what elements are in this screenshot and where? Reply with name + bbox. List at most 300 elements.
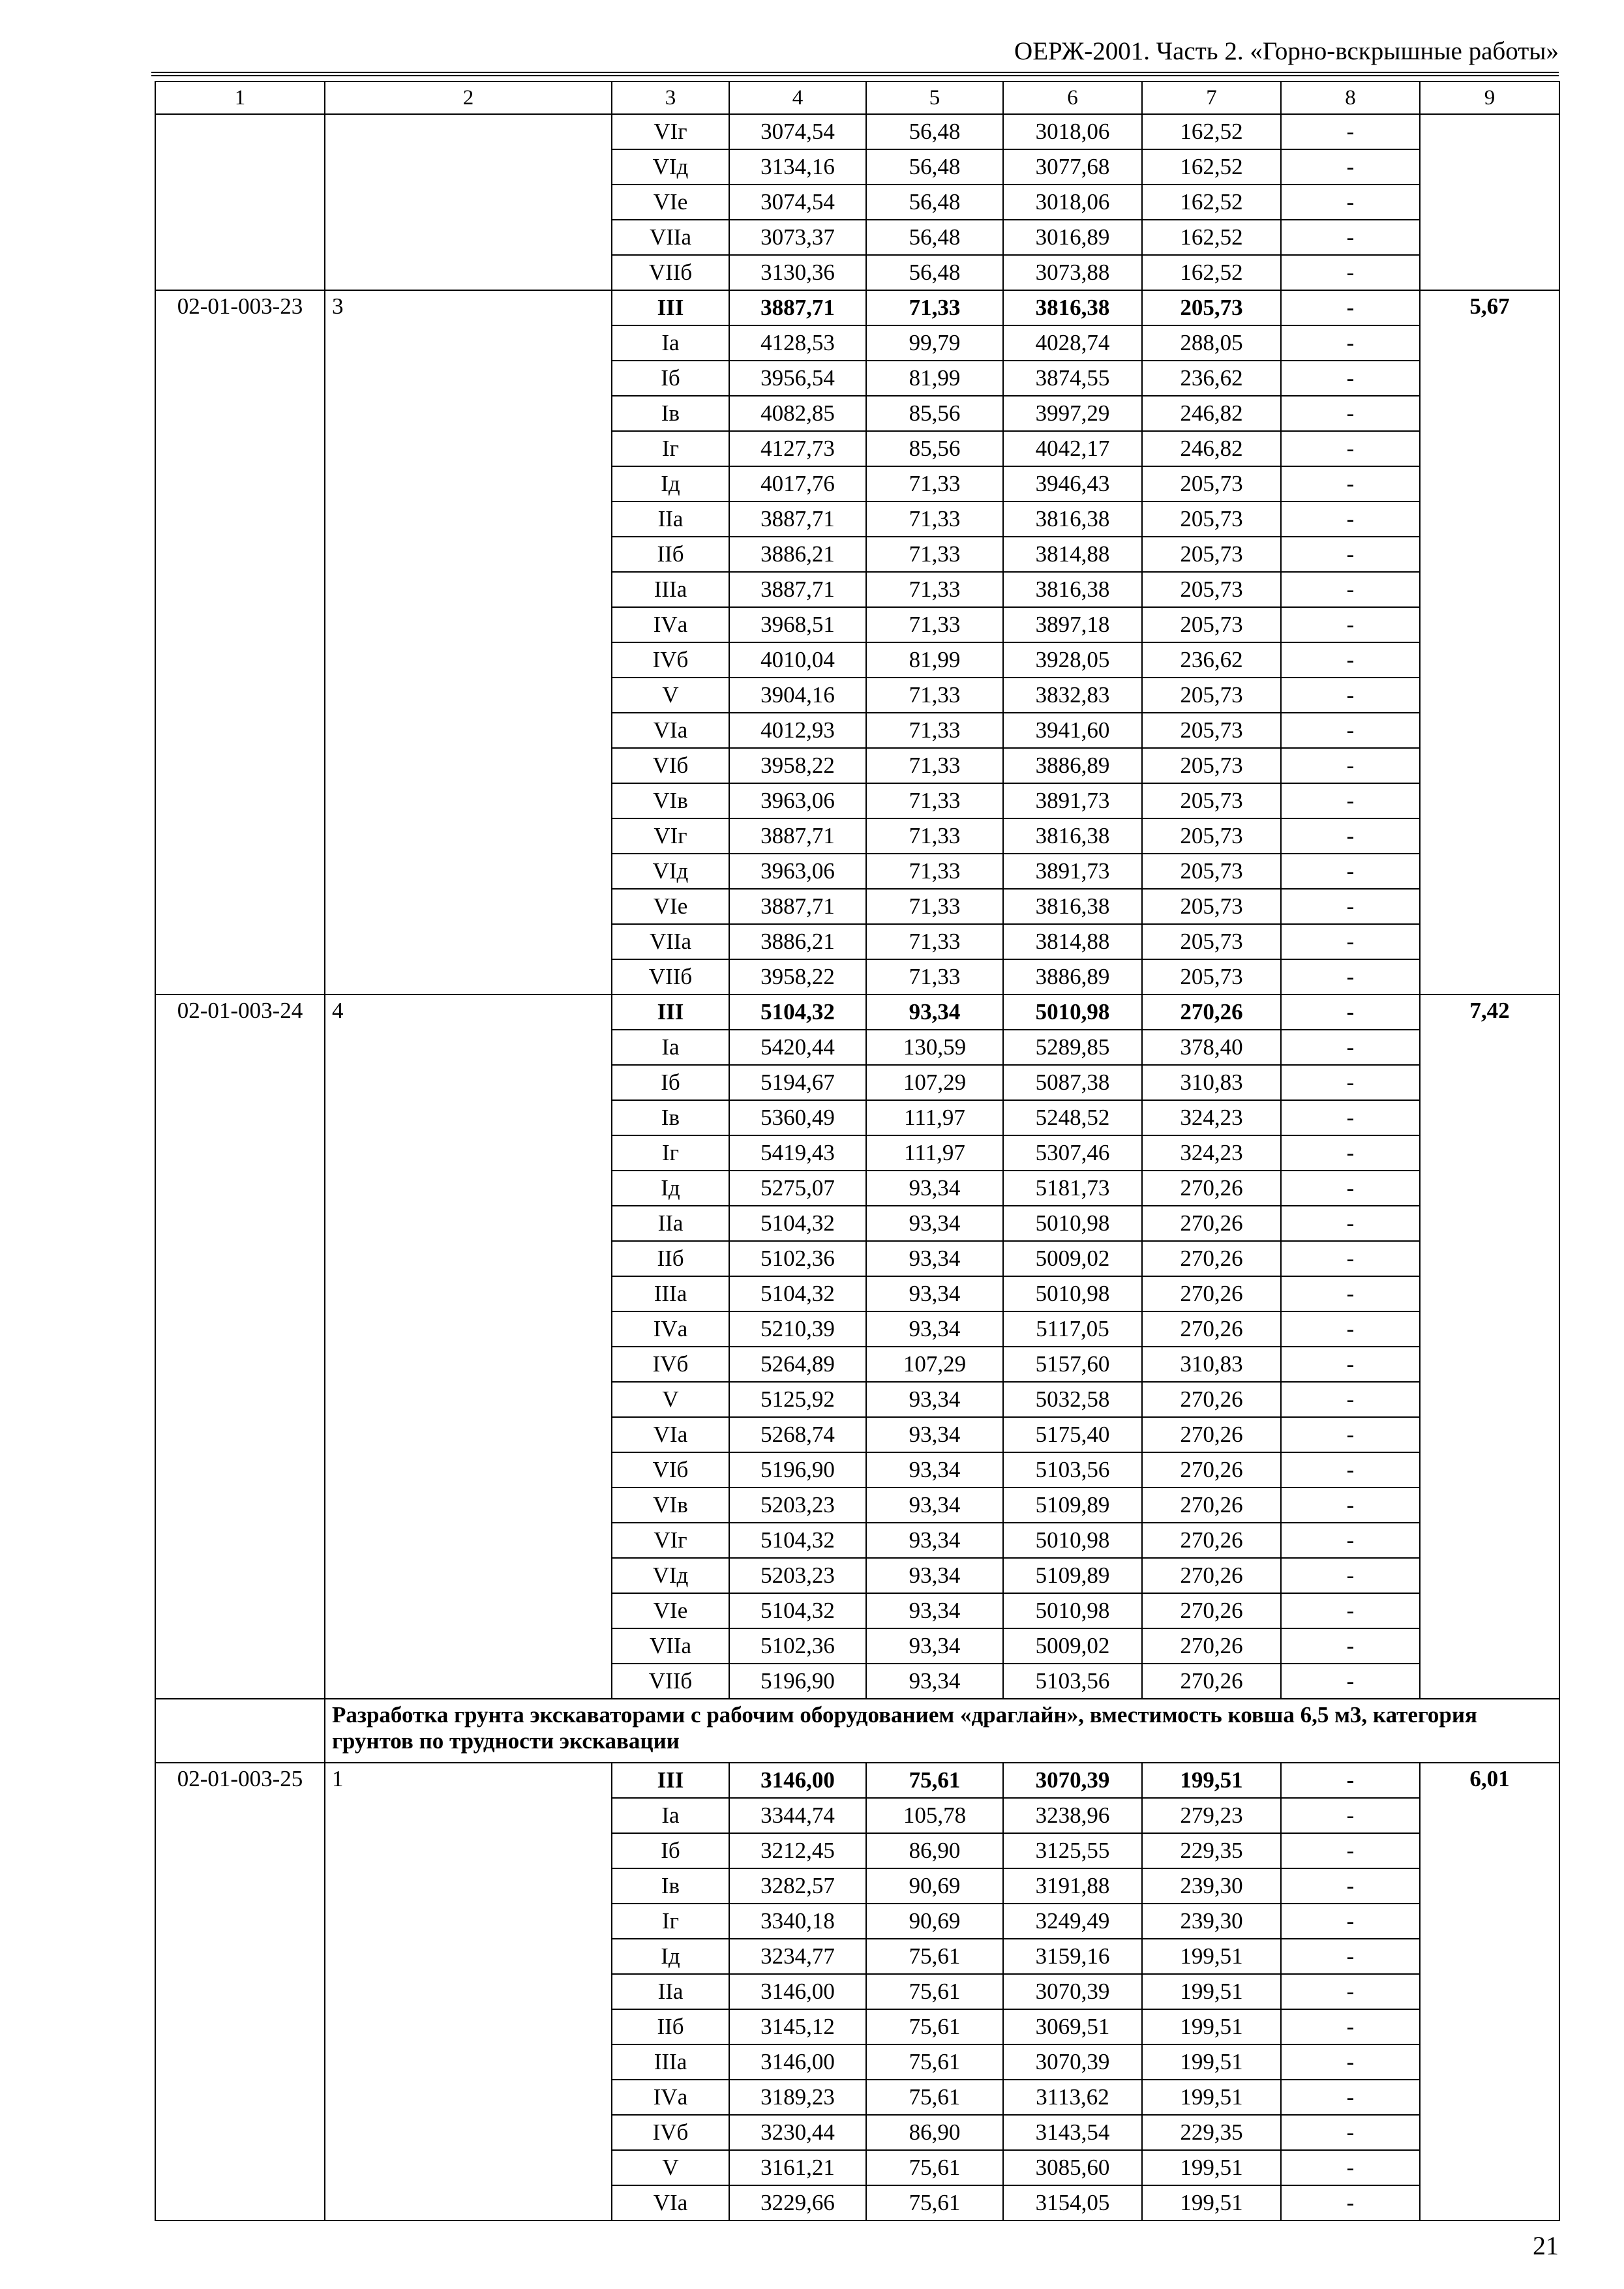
table-cell: - — [1281, 2044, 1420, 2080]
table-cell: - — [1281, 1868, 1420, 1904]
table-cell: 236,62 — [1142, 642, 1281, 678]
table-cell: 3340,18 — [729, 1904, 866, 1939]
table-cell: 4010,04 — [729, 642, 866, 678]
table-cell: 199,51 — [1142, 1974, 1281, 2009]
table-cell: - — [1281, 854, 1420, 889]
table-cell: 3946,43 — [1003, 466, 1142, 501]
table-cell: 3016,89 — [1003, 220, 1142, 255]
table-cell: 3234,77 — [729, 1939, 866, 1974]
table-cell: 229,35 — [1142, 1833, 1281, 1868]
table-cell: - — [1281, 1171, 1420, 1206]
table-cell: 5009,02 — [1003, 1241, 1142, 1276]
table-cell: 3887,71 — [729, 889, 866, 924]
table-cell: 3070,39 — [1003, 1974, 1142, 2009]
table-cell: 86,90 — [866, 2115, 1003, 2150]
table-cell: - — [1281, 713, 1420, 748]
table-cell: 86,90 — [866, 1833, 1003, 1868]
column-header: 3 — [612, 82, 729, 114]
table-cell: - — [1281, 1135, 1420, 1171]
soil-category-cell: Iд — [612, 1939, 729, 1974]
table-cell: 3282,57 — [729, 1868, 866, 1904]
table-cell: - — [1281, 361, 1420, 396]
soil-category-cell: Iв — [612, 1868, 729, 1904]
soil-category-cell: VIа — [612, 2185, 729, 2221]
table-cell: 93,34 — [866, 1593, 1003, 1628]
labor-cost-cell — [1420, 114, 1559, 290]
table-cell: 3249,49 — [1003, 1904, 1142, 1939]
table-cell: 75,61 — [866, 1974, 1003, 2009]
column-header: 1 — [155, 82, 325, 114]
soil-category-cell: Iв — [612, 1100, 729, 1135]
table-cell: 71,33 — [866, 818, 1003, 854]
column-header: 6 — [1003, 82, 1142, 114]
table-cell: 205,73 — [1142, 572, 1281, 607]
table-cell: 56,48 — [866, 149, 1003, 185]
table-cell: 3816,38 — [1003, 889, 1142, 924]
table-cell: 5104,32 — [729, 1276, 866, 1311]
table-cell: - — [1281, 114, 1420, 149]
table-cell: 56,48 — [866, 185, 1003, 220]
table-cell: 81,99 — [866, 361, 1003, 396]
table-cell: 199,51 — [1142, 2185, 1281, 2221]
table-cell: 93,34 — [866, 1523, 1003, 1558]
soil-category-cell: VIд — [612, 854, 729, 889]
table-cell: 205,73 — [1142, 818, 1281, 854]
table-cell: - — [1281, 1904, 1420, 1939]
table-cell: - — [1281, 466, 1420, 501]
soil-category-cell: Iд — [612, 466, 729, 501]
rate-code — [155, 114, 325, 290]
table-cell: - — [1281, 396, 1420, 431]
table-cell: 71,33 — [866, 537, 1003, 572]
table-cell: 5109,89 — [1003, 1488, 1142, 1523]
table-cell: 162,52 — [1142, 114, 1281, 149]
table-cell: - — [1281, 1833, 1420, 1868]
table-cell: 5104,32 — [729, 1206, 866, 1241]
table-cell: 3887,71 — [729, 818, 866, 854]
table-cell: 75,61 — [866, 1939, 1003, 1974]
table-cell: 270,26 — [1142, 1523, 1281, 1558]
column-header: 5 — [866, 82, 1003, 114]
table-cell: 93,34 — [866, 1206, 1003, 1241]
table-cell: 5307,46 — [1003, 1135, 1142, 1171]
table-cell: 71,33 — [866, 959, 1003, 995]
table-cell: - — [1281, 1382, 1420, 1417]
table-cell: 4012,93 — [729, 713, 866, 748]
soil-category-cell: Iб — [612, 1065, 729, 1100]
table-cell: 5104,32 — [729, 1523, 866, 1558]
table-cell: 246,82 — [1142, 396, 1281, 431]
table-cell: 5104,32 — [729, 995, 866, 1030]
soil-category-cell: VIб — [612, 748, 729, 783]
table-cell: 3077,68 — [1003, 149, 1142, 185]
table-cell: 236,62 — [1142, 361, 1281, 396]
soil-category-cell: IIб — [612, 2009, 729, 2044]
table-cell: 5102,36 — [729, 1241, 866, 1276]
soil-category-cell: VIIа — [612, 1628, 729, 1664]
table-cell: 205,73 — [1142, 607, 1281, 642]
table-cell: - — [1281, 537, 1420, 572]
table-cell: 5157,60 — [1003, 1347, 1142, 1382]
table-cell: - — [1281, 1311, 1420, 1347]
table-cell: 324,23 — [1142, 1100, 1281, 1135]
soil-category-cell: VIIа — [612, 220, 729, 255]
table-cell: 270,26 — [1142, 1171, 1281, 1206]
page-header-title: ОЕРЖ-2001. Часть 2. «Горно-вскрышные работы» — [1014, 37, 1559, 65]
table-cell: 270,26 — [1142, 1417, 1281, 1452]
soil-category-cell: Iг — [612, 1135, 729, 1171]
table-cell: 90,69 — [866, 1904, 1003, 1939]
table-cell: - — [1281, 2185, 1420, 2221]
soil-category-cell: VIIб — [612, 1664, 729, 1699]
table-cell: 90,69 — [866, 1868, 1003, 1904]
table-cell: 3928,05 — [1003, 642, 1142, 678]
table-cell: 5087,38 — [1003, 1065, 1142, 1100]
table-cell: 3814,88 — [1003, 924, 1142, 959]
table-cell: - — [1281, 431, 1420, 466]
table-cell: 3886,21 — [729, 924, 866, 959]
rates-table — [155, 81, 1560, 2221]
table-cell: 5194,67 — [729, 1065, 866, 1100]
rate-code: 02-01-003-23 — [155, 290, 325, 995]
table-cell: 3238,96 — [1003, 1798, 1142, 1833]
table-cell: 3891,73 — [1003, 854, 1142, 889]
table-cell: - — [1281, 2115, 1420, 2150]
soil-category-cell: IIIа — [612, 1276, 729, 1311]
table-cell: 270,26 — [1142, 1311, 1281, 1347]
table-cell: 162,52 — [1142, 220, 1281, 255]
table-cell: 3886,89 — [1003, 748, 1142, 783]
table-cell: 199,51 — [1142, 2080, 1281, 2115]
table-cell: 75,61 — [866, 1763, 1003, 1798]
table-cell: 3874,55 — [1003, 361, 1142, 396]
table-cell: 3997,29 — [1003, 396, 1142, 431]
table-cell: 205,73 — [1142, 748, 1281, 783]
table-row — [155, 114, 1559, 149]
table-cell: 71,33 — [866, 748, 1003, 783]
table-cell: 5264,89 — [729, 1347, 866, 1382]
table-cell: 3886,21 — [729, 537, 866, 572]
table-cell: - — [1281, 1974, 1420, 2009]
soil-category-cell: V — [612, 2150, 729, 2185]
table-cell: 3832,83 — [1003, 678, 1142, 713]
table-cell: - — [1281, 1939, 1420, 1974]
labor-cost-cell: 6,01 — [1420, 1763, 1559, 2221]
table-cell: 3146,00 — [729, 2044, 866, 2080]
table-cell: 5010,98 — [1003, 995, 1142, 1030]
table-cell: - — [1281, 1030, 1420, 1065]
table-cell: 5181,73 — [1003, 1171, 1142, 1206]
table-cell: 3212,45 — [729, 1833, 866, 1868]
table-cell: 3070,39 — [1003, 2044, 1142, 2080]
rate-code: 02-01-003-24 — [155, 995, 325, 1699]
table-cell: - — [1281, 255, 1420, 290]
table-cell: 71,33 — [866, 854, 1003, 889]
table-cell: 162,52 — [1142, 255, 1281, 290]
table-cell: 5419,43 — [729, 1135, 866, 1171]
table-cell: 3229,66 — [729, 2185, 866, 2221]
soil-category-cell: V — [612, 678, 729, 713]
table-cell: 3968,51 — [729, 607, 866, 642]
table-cell: 5125,92 — [729, 1382, 866, 1417]
table-cell: 3904,16 — [729, 678, 866, 713]
table-cell: 5175,40 — [1003, 1417, 1142, 1452]
soil-category-cell: V — [612, 1382, 729, 1417]
table-cell: - — [1281, 642, 1420, 678]
table-cell: 3887,71 — [729, 501, 866, 537]
column-header: 2 — [325, 82, 612, 114]
table-cell: 270,26 — [1142, 995, 1281, 1030]
table-cell: 5275,07 — [729, 1171, 866, 1206]
table-cell: 3891,73 — [1003, 783, 1142, 818]
table-cell: 199,51 — [1142, 2009, 1281, 2044]
table-cell: - — [1281, 1065, 1420, 1100]
soil-category-cell: VIIб — [612, 255, 729, 290]
labor-cost-cell: 5,67 — [1420, 290, 1559, 995]
table-cell: - — [1281, 1593, 1420, 1628]
table-cell: - — [1281, 501, 1420, 537]
table-cell: 3130,36 — [729, 255, 866, 290]
soil-category-cell: VIг — [612, 1523, 729, 1558]
table-cell: 162,52 — [1142, 149, 1281, 185]
table-cell: 3963,06 — [729, 854, 866, 889]
table-cell: 5103,56 — [1003, 1664, 1142, 1699]
table-cell: 5289,85 — [1003, 1030, 1142, 1065]
table-cell: - — [1281, 1763, 1420, 1798]
soil-category-cell: VIIб — [612, 959, 729, 995]
table-cell: 3073,37 — [729, 220, 866, 255]
table-row — [155, 1763, 1559, 1798]
table-cell: - — [1281, 2009, 1420, 2044]
table-cell: 3887,71 — [729, 572, 866, 607]
table-cell: 5117,05 — [1003, 1311, 1142, 1347]
table-cell: 71,33 — [866, 607, 1003, 642]
table-cell: 270,26 — [1142, 1593, 1281, 1628]
table-cell: 71,33 — [866, 466, 1003, 501]
table-cell: - — [1281, 1488, 1420, 1523]
table-cell: 279,23 — [1142, 1798, 1281, 1833]
table-cell: 5010,98 — [1003, 1276, 1142, 1311]
table-cell: 5203,23 — [729, 1558, 866, 1593]
table-cell: 270,26 — [1142, 1241, 1281, 1276]
table-cell: 3958,22 — [729, 748, 866, 783]
soil-category-cell: VIд — [612, 1558, 729, 1593]
table-cell: 4028,74 — [1003, 325, 1142, 361]
table-cell: 71,33 — [866, 501, 1003, 537]
table-cell: 3956,54 — [729, 361, 866, 396]
rate-variant-number: 4 — [325, 995, 612, 1699]
table-cell: 239,30 — [1142, 1868, 1281, 1904]
table-cell: 3958,22 — [729, 959, 866, 995]
table-cell: - — [1281, 607, 1420, 642]
table-cell: - — [1281, 1628, 1420, 1664]
section-title-row — [155, 1699, 1559, 1763]
table-cell: 3018,06 — [1003, 185, 1142, 220]
soil-category-cell: Iб — [612, 361, 729, 396]
column-header: 8 — [1281, 82, 1420, 114]
soil-category-cell: VIб — [612, 1452, 729, 1488]
table-cell: 199,51 — [1142, 2044, 1281, 2080]
soil-category-cell: Iг — [612, 1904, 729, 1939]
soil-category-cell: III — [612, 290, 729, 325]
table-cell: 205,73 — [1142, 959, 1281, 995]
table-cell: 4017,76 — [729, 466, 866, 501]
table-cell: 3073,88 — [1003, 255, 1142, 290]
table-cell: 107,29 — [866, 1347, 1003, 1382]
table-cell: 3143,54 — [1003, 2115, 1142, 2150]
table-cell: 93,34 — [866, 1558, 1003, 1593]
table-cell: - — [1281, 889, 1420, 924]
table-cell: 270,26 — [1142, 1276, 1281, 1311]
table-cell: 288,05 — [1142, 325, 1281, 361]
table-cell: 3887,71 — [729, 290, 866, 325]
table-cell: 107,29 — [866, 1065, 1003, 1100]
table-cell: 3816,38 — [1003, 501, 1142, 537]
soil-category-cell: IVб — [612, 642, 729, 678]
column-header: 4 — [729, 82, 866, 114]
table-cell: 130,59 — [866, 1030, 1003, 1065]
table-cell: 3897,18 — [1003, 607, 1142, 642]
table-cell: 93,34 — [866, 1488, 1003, 1523]
soil-category-cell: VIв — [612, 1488, 729, 1523]
rate-variant-number — [325, 114, 612, 290]
table-cell: 5010,98 — [1003, 1593, 1142, 1628]
table-cell: - — [1281, 748, 1420, 783]
soil-category-cell: IIа — [612, 501, 729, 537]
table-cell: 270,26 — [1142, 1628, 1281, 1664]
soil-category-cell: Iб — [612, 1833, 729, 1868]
table-cell: 5196,90 — [729, 1664, 866, 1699]
table-cell: 93,34 — [866, 1628, 1003, 1664]
soil-category-cell: IIIа — [612, 572, 729, 607]
soil-category-cell: Iг — [612, 431, 729, 466]
table-cell: - — [1281, 1417, 1420, 1452]
table-cell: 3154,05 — [1003, 2185, 1142, 2221]
soil-category-cell: Iд — [612, 1171, 729, 1206]
table-cell: - — [1281, 924, 1420, 959]
table-cell: - — [1281, 818, 1420, 854]
soil-category-cell: Iа — [612, 325, 729, 361]
table-cell: 3134,16 — [729, 149, 866, 185]
table-cell: 205,73 — [1142, 889, 1281, 924]
soil-category-cell: IIа — [612, 1974, 729, 2009]
table-cell: 93,34 — [866, 1417, 1003, 1452]
table-cell: 71,33 — [866, 678, 1003, 713]
soil-category-cell: VIIа — [612, 924, 729, 959]
table-cell: 75,61 — [866, 2044, 1003, 2080]
soil-category-cell: Iа — [612, 1030, 729, 1065]
table-cell: 3161,21 — [729, 2150, 866, 2185]
table-cell: 93,34 — [866, 1171, 1003, 1206]
table-cell: 3344,74 — [729, 1798, 866, 1833]
table-cell: 3145,12 — [729, 2009, 866, 2044]
table-cell: 199,51 — [1142, 2150, 1281, 2185]
soil-category-cell: IIIа — [612, 2044, 729, 2080]
table-cell: 71,33 — [866, 713, 1003, 748]
table-cell: 3146,00 — [729, 1763, 866, 1798]
table-cell: 81,99 — [866, 642, 1003, 678]
section-title: Разработка грунта экскаваторами с рабочим оборудованием «драглайн», вместимость ковша 6,5 м3, категория грунтов по трудности экскавации — [325, 1699, 1559, 1763]
table-cell: 310,83 — [1142, 1347, 1281, 1382]
table-cell: 71,33 — [866, 783, 1003, 818]
table-cell: 205,73 — [1142, 713, 1281, 748]
soil-category-cell: IIа — [612, 1206, 729, 1241]
table-cell: 4128,53 — [729, 325, 866, 361]
table-cell: 3230,44 — [729, 2115, 866, 2150]
table-cell: 205,73 — [1142, 783, 1281, 818]
table-cell: - — [1281, 1347, 1420, 1382]
soil-category-cell: Iа — [612, 1798, 729, 1833]
soil-category-cell: III — [612, 995, 729, 1030]
soil-category-cell: VIе — [612, 1593, 729, 1628]
table-cell: 229,35 — [1142, 2115, 1281, 2150]
table-cell: - — [1281, 783, 1420, 818]
table-cell: 3125,55 — [1003, 1833, 1142, 1868]
table-cell: 4127,73 — [729, 431, 866, 466]
soil-category-cell: IVа — [612, 1311, 729, 1347]
soil-category-cell: IVб — [612, 1347, 729, 1382]
rate-variant-number: 1 — [325, 1763, 612, 2221]
table-cell: - — [1281, 995, 1420, 1030]
table-cell: 310,83 — [1142, 1065, 1281, 1100]
table-cell: 3816,38 — [1003, 572, 1142, 607]
labor-cost-cell: 7,42 — [1420, 995, 1559, 1699]
table-cell: 99,79 — [866, 325, 1003, 361]
table-cell: 3074,54 — [729, 114, 866, 149]
table-cell: 3146,00 — [729, 1974, 866, 2009]
table-cell: 3963,06 — [729, 783, 866, 818]
soil-category-cell: IIб — [612, 537, 729, 572]
table-cell: 3816,38 — [1003, 290, 1142, 325]
table-cell: 75,61 — [866, 2150, 1003, 2185]
table-row — [155, 995, 1559, 1030]
table-cell: 4042,17 — [1003, 431, 1142, 466]
page-number: 21 — [1533, 2231, 1559, 2260]
soil-category-cell: VIг — [612, 818, 729, 854]
table-cell: 5360,49 — [729, 1100, 866, 1135]
table-cell: 3074,54 — [729, 185, 866, 220]
table-cell: 5102,36 — [729, 1628, 866, 1664]
table-cell: 199,51 — [1142, 1763, 1281, 1798]
soil-category-cell: IVб — [612, 2115, 729, 2150]
table-cell: 270,26 — [1142, 1206, 1281, 1241]
table-cell: 5420,44 — [729, 1030, 866, 1065]
rate-code: 02-01-003-25 — [155, 1763, 325, 2221]
table-cell: 5268,74 — [729, 1417, 866, 1452]
table-cell: 93,34 — [866, 1382, 1003, 1417]
table-cell: - — [1281, 572, 1420, 607]
table-row — [155, 290, 1559, 325]
soil-category-cell: VIв — [612, 783, 729, 818]
soil-category-cell: IIб — [612, 1241, 729, 1276]
table-cell: 56,48 — [866, 220, 1003, 255]
table-cell: 111,97 — [866, 1100, 1003, 1135]
table-cell: - — [1281, 1241, 1420, 1276]
table-cell: 205,73 — [1142, 537, 1281, 572]
table-cell: - — [1281, 290, 1420, 325]
table-cell: 239,30 — [1142, 1904, 1281, 1939]
soil-category-cell: VIе — [612, 889, 729, 924]
table-cell: 205,73 — [1142, 854, 1281, 889]
table-cell: 5210,39 — [729, 1311, 866, 1347]
table-cell: - — [1281, 1276, 1420, 1311]
table-cell: 93,34 — [866, 1241, 1003, 1276]
table-cell: 111,97 — [866, 1135, 1003, 1171]
table-cell: - — [1281, 1452, 1420, 1488]
table-cell: 199,51 — [1142, 1939, 1281, 1974]
table-cell: 71,33 — [866, 290, 1003, 325]
header-rule — [151, 72, 1559, 76]
